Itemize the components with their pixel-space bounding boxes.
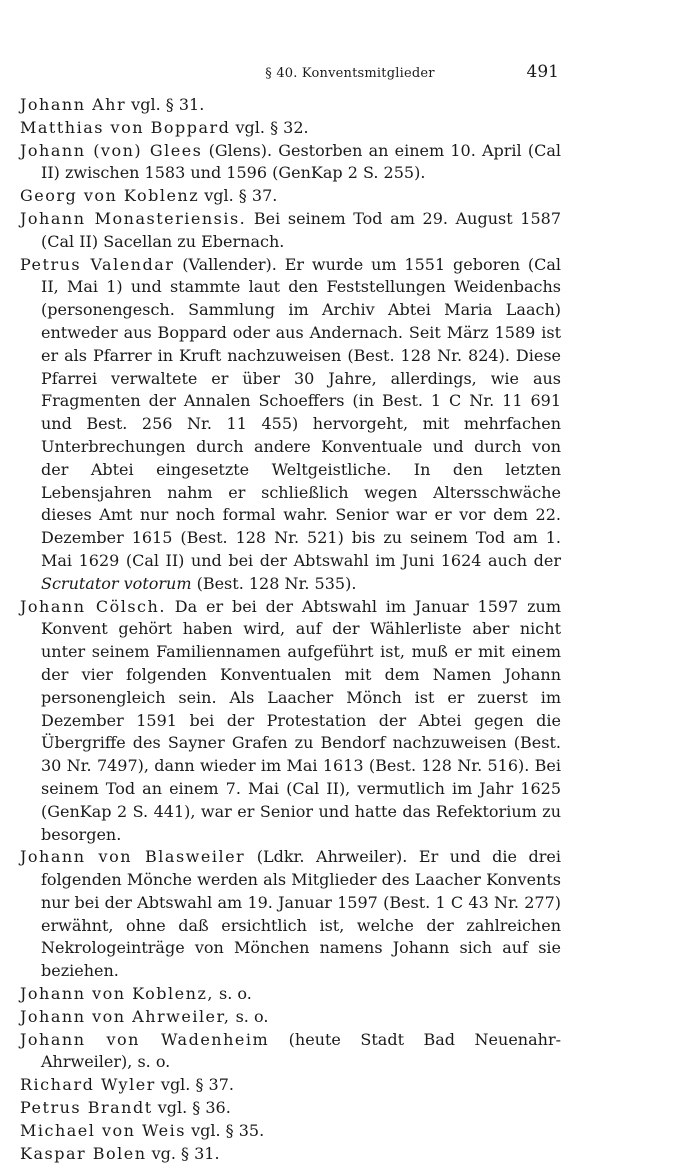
entry-text: (Glens). Gestorben an einem 10. April (Cal II) zwischen 1583 und 1596 (GenKap 2 S. 255). — [41, 140, 561, 183]
entry — [20, 1143, 561, 1165]
entry-name: Johann von Ahrweiler, — [20, 1006, 231, 1026]
entry-text: s. o. — [230, 1006, 269, 1026]
entry — [20, 1074, 561, 1097]
entry-italic-term: Scrutator votorum — [41, 573, 192, 593]
page-header — [0, 62, 700, 86]
entry — [20, 846, 561, 983]
entry-text: vgl. § 37. — [155, 1075, 234, 1095]
entry — [20, 140, 561, 186]
entry — [20, 1006, 561, 1029]
entry — [20, 94, 561, 117]
entry-name: Richard Wyler — [20, 1075, 156, 1095]
entry-text: (heute Stadt Bad Neuenahr-Ahrweiler), s. o. — [41, 1029, 561, 1072]
entry — [20, 983, 561, 1006]
running-head: § 40. Konventsmitglieder — [265, 66, 435, 81]
entry-name: Johann (von) Glees — [20, 140, 203, 160]
entry-text: vgl. § 32. — [230, 117, 309, 137]
entry-text: vgl. § 35. — [185, 1120, 265, 1140]
entry-text: vg. § 31. — [146, 1143, 220, 1163]
entry — [20, 254, 561, 596]
entry-name: Georg von Koblenz — [20, 186, 200, 206]
entry-text: (Ldkr. Ahrweiler). Er und die drei folgenden Mönche werden als Mitglieder des Laacher Konvents nur bei der Abtswahl am 19. Januar 1597 (Best. 1 C 43 Nr. 277) erwähnt, ohne daß ersichtlich ist, welche der zahlreichen Nekrologeinträge von Mönchen namens Johann sich auf sie beziehen. — [41, 847, 561, 981]
entry-text: Bei seinem Tod am 29. August 1587 (Cal II) Sacellan zu Ebernach. — [41, 208, 561, 251]
entry-text: vgl. § 36. — [152, 1098, 231, 1118]
entry-name: Petrus Valendar — [20, 254, 175, 274]
entry-name: Johann von Wadenheim — [20, 1029, 270, 1049]
entry-text: vgl. § 31. — [126, 95, 205, 114]
entry — [20, 117, 561, 140]
entry-name: Matthias von Boppard — [20, 117, 231, 137]
entry — [20, 185, 561, 208]
entry-name: Johann Monasteriensis. — [20, 208, 247, 228]
entry-name: Johann von Blasweiler — [20, 847, 246, 867]
entry-text: vgl. § 37. — [199, 186, 278, 206]
entry-text: Da er bei der Abtswahl im Januar 1597 zum Konvent gehört haben wird, auf der Wählerliste aber nicht unter seinem Familiennamen aufgeführt ist, muß er mit einem der vier folgenden Konventualen mit dem Namen Johann personengleich sein. Als Laacher Mönch ist er zuerst im Dezember 1591 bei der Protestation der Abtei gegen die Übergriffe des Sayner Grafen zu Bendorf nachzuweisen (Best. 30 Nr. 7497), dann wieder im Mai 1613 (Best. 128 Nr. 516). Bei seinem Tod an einem 7. Mai (Cal II), vermutlich im Jahr 1625 (GenKap 2 S. 441), war er Senior und hatte das Refektorium zu besorgen. — [41, 596, 561, 844]
entry-name: Petrus Brandt — [20, 1098, 153, 1118]
entry-name: Johann Cölsch. — [20, 596, 166, 616]
entry-text: (Vallender). Er wurde um 1551 geboren (Cal II, Mai 1) und stammte laut den Feststellungen Weidenbachs (personengesch. Sammlung im Archiv Abtei Maria Laach) entweder aus Boppard oder aus Andernach. Seit März 1589 ist er als Pfarrer in Kruft nachzuweisen (Best. 128 Nr. 824). Diese Pfarrei verwaltete er über 30 Jahre, allerdings, wie aus Fragmenten der Annalen Schoeffers (in Best. 1 C Nr. 11 691 und Best. 256 Nr. 11 455) hervorgeht, mit mehrfachen Unterbrechungen durch andere Konventuale und durch von der Abtei eingesetzte Weltgeistliche. In den letzten Lebensjahren nahm er schließlich wegen Altersschwäche dieses Amt nur noch formal wahr. Senior war er vor dem 22. Dezember 1615 (Best. 128 Nr. 521) bis zu seinem Tod am 1. Mai 1629 (Cal II) und bei der Abtswahl im Juni 1624 auch der — [41, 254, 562, 570]
entry — [20, 1029, 561, 1075]
entry-list — [20, 94, 561, 1165]
entry-name: Michael von Weis — [20, 1120, 186, 1140]
entry — [20, 1097, 561, 1120]
entry-name: Kaspar Bolen — [20, 1143, 147, 1163]
page-number: 491 — [526, 62, 559, 82]
entry-text-after: (Best. 128 Nr. 535). — [191, 573, 357, 593]
entry-name: Johann von Koblenz, — [20, 984, 214, 1004]
entry — [20, 596, 561, 847]
entry-text: s. o. — [213, 984, 252, 1004]
entry — [20, 1120, 561, 1143]
entry-name: Johann Ahr — [20, 95, 127, 114]
entry — [20, 208, 561, 254]
